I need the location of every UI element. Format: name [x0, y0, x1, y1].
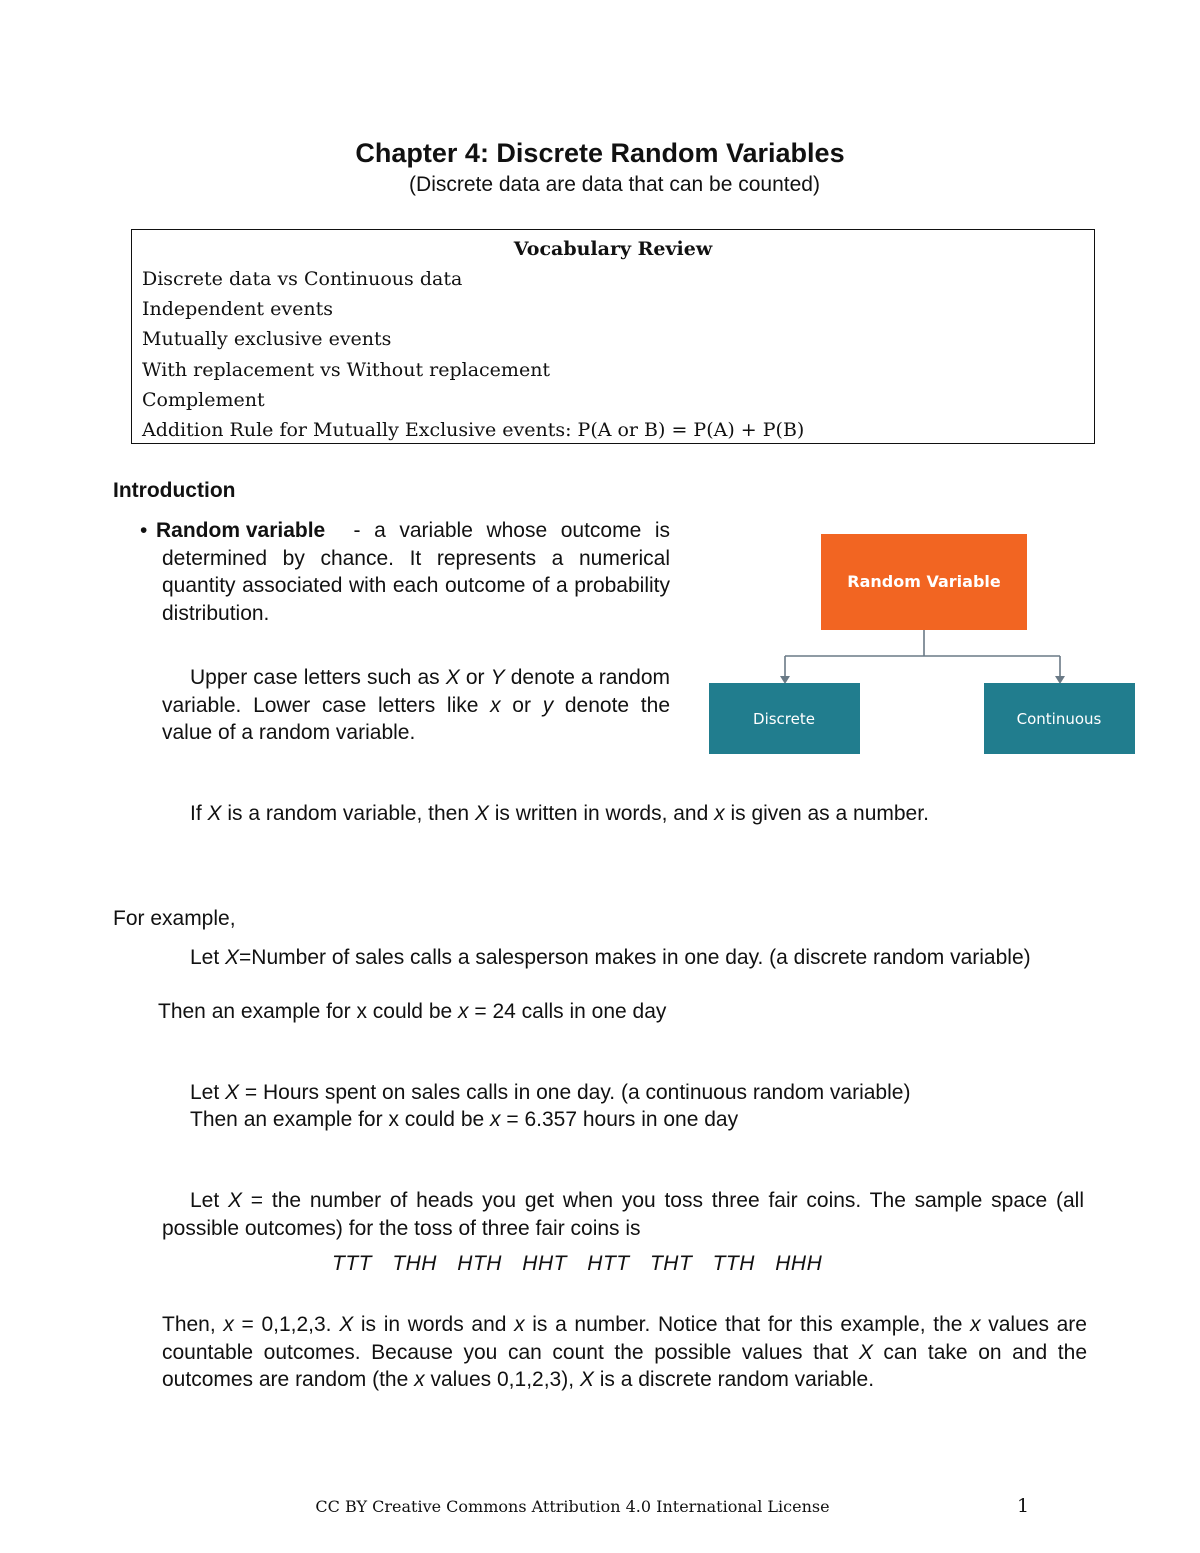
text-run: = the number of heads you get when you toss three fair coins. The sample space (all possible outcomes) for the toss of three fair coins is [162, 1189, 1084, 1240]
var-X: X [225, 946, 240, 969]
var-X: X [474, 802, 489, 825]
introduction-heading: Introduction [113, 479, 236, 502]
vocabulary-heading: Vocabulary Review [513, 238, 713, 260]
var-x: x [414, 1368, 425, 1391]
text-run: or [500, 693, 543, 717]
var-X: X [228, 1189, 243, 1212]
text-run: values 0,1,2,3), [424, 1368, 580, 1391]
text-run: = Hours spent on sales calls in one day. (a continuous random variable) [239, 1081, 911, 1104]
case-note-paragraph [162, 664, 670, 747]
vocabulary-item: With replacement vs Without replacement [142, 358, 551, 381]
page-number: 1 [1017, 1495, 1030, 1517]
if-x-line [190, 800, 929, 828]
var-x: x [514, 1313, 525, 1336]
text-run: is given as a number. [724, 802, 929, 825]
text-run: is written in words, and [488, 802, 715, 825]
var-X: X [445, 666, 460, 689]
text-run: is a random variable, then [221, 802, 475, 825]
vocabulary-item: Addition Rule for Mutually Exclusive events: P(A or B) = P(A) + P(B) [142, 419, 805, 442]
for-example-label: For example, [113, 907, 236, 930]
text-run: = 0,1,2,3. [233, 1313, 340, 1336]
sample-space-outcomes: TTT THH HTH HHT HTT THT TTH HHH [332, 1252, 823, 1275]
random-variable-definition [156, 517, 670, 627]
text-run: Then, [162, 1313, 224, 1336]
example-1-definition [162, 944, 1084, 972]
text-run: Then an example for x could be [158, 1000, 459, 1023]
arrow-head [780, 676, 790, 684]
text-run: values are countable outcomes. Because you can count the possible values that [162, 1313, 1087, 1364]
text-run: Let [190, 1189, 228, 1212]
text-run: Then an example for x could be [190, 1108, 491, 1131]
text-run: denote a random variable. Lower case letters like [162, 666, 671, 717]
text-run: If [190, 802, 208, 825]
text-run: is a number. Notice that for this example, the [524, 1313, 971, 1336]
vocabulary-item: Mutually exclusive events [142, 328, 392, 351]
var-X: X [858, 1340, 873, 1364]
var-y: y [542, 693, 554, 717]
conclusion-paragraph [162, 1311, 1087, 1394]
vocabulary-item: Discrete data vs Continuous data [142, 268, 463, 290]
text-run: Let [190, 1081, 226, 1104]
var-X: X [339, 1313, 354, 1336]
var-X: X [225, 1081, 240, 1104]
discrete-node-label: Discrete [753, 710, 815, 728]
example-1-value [158, 998, 666, 1026]
term-random-variable: Random variable [156, 519, 326, 542]
continuous-node-label: Continuous [1016, 710, 1102, 728]
var-x: x [970, 1313, 981, 1336]
vocabulary-item: Independent events [142, 298, 333, 321]
vocabulary-review-box [131, 229, 1095, 444]
definition-text: - a variable whose outcome is determined by chance. It represents a numerical quantity associated with each outcome of a probability distribution. [162, 519, 670, 625]
text-run: = 24 calls in one day [468, 1000, 667, 1023]
text-run: Let [190, 946, 226, 969]
text-run: denote the value of a random variable. [162, 693, 671, 744]
text-run: or [459, 666, 491, 689]
text-run: Upper case letters such as [190, 666, 446, 689]
root-node-label: Random Variable [847, 572, 1001, 591]
var-Y: Y [490, 666, 505, 689]
example-2-definition [190, 1079, 910, 1107]
var-X: X [207, 802, 222, 825]
license-footer: CC BY Creative Commons Attribution 4.0 International License [315, 1497, 830, 1516]
var-x: x [490, 1108, 501, 1131]
vocabulary-item: Complement [142, 388, 265, 411]
text-run: can take on and the outcomes are random (the [162, 1340, 1088, 1391]
page-subtitle: (Discrete data are data that can be counted) [409, 173, 820, 196]
var-x: x [458, 1000, 469, 1023]
arrow-head [1055, 676, 1065, 684]
text-run: is in words and [353, 1313, 515, 1336]
var-x: x [714, 802, 725, 825]
page-title: Chapter 4: Discrete Random Variables [355, 138, 845, 168]
bullet-marker: • [140, 519, 148, 542]
random-variable-diagram [700, 525, 1145, 765]
text-run: is a discrete random variable. [593, 1368, 875, 1391]
text-run: = 6.357 hours in one day [500, 1108, 739, 1131]
text-run: =Number of sales calls a salesperson makes in one day. (a discrete random variable) [239, 946, 1031, 969]
var-x: x [490, 693, 501, 717]
var-X: X [579, 1368, 594, 1391]
var-x: x [223, 1313, 234, 1336]
example-3-definition [162, 1187, 1084, 1242]
example-2-value [190, 1106, 738, 1134]
